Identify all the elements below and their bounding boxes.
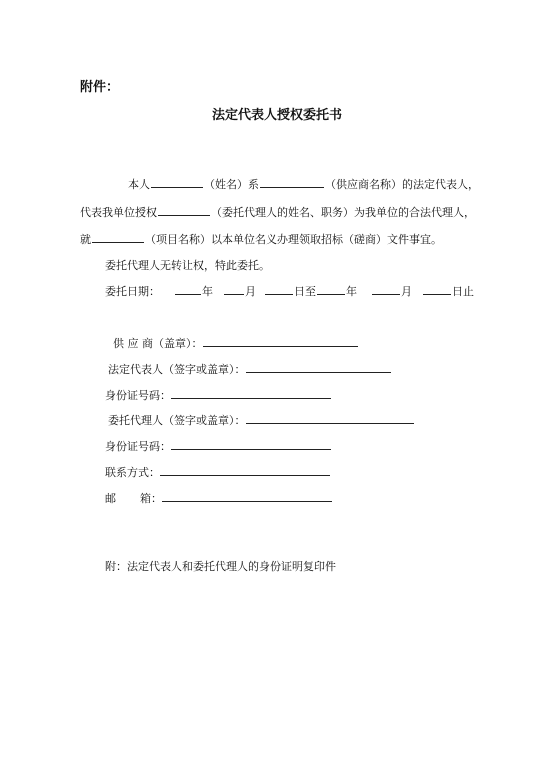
page-title: 法定代表人授权委托书 (211, 108, 342, 123)
legal-rep-field: 法定代表人（签字或盖章）： (108, 361, 391, 377)
project-name-blank[interactable] (92, 231, 144, 243)
agent-signature-line[interactable] (246, 412, 414, 424)
end-day-blank[interactable] (423, 283, 451, 295)
id-number-field-1: 身份证号码： (105, 387, 331, 403)
contact-line[interactable] (160, 464, 330, 476)
legal-rep-signature-line[interactable] (246, 361, 391, 373)
agent-name-title-blank[interactable] (158, 204, 210, 216)
attachment-label: 附件： (80, 80, 120, 95)
email-field: 邮 箱： (105, 490, 332, 506)
start-month-blank[interactable] (224, 283, 244, 295)
agent-id-line[interactable] (171, 438, 331, 450)
agent-field: 委托代理人（签字或盖章）： (108, 412, 414, 428)
start-year-blank[interactable] (175, 283, 201, 295)
supplier-seal-line[interactable] (203, 335, 358, 347)
attachment-footnote: 附：法定代表人和委托代理人的身份证明复印件 (105, 560, 336, 573)
contact-field: 联系方式： (105, 464, 330, 480)
email-line[interactable] (162, 490, 332, 502)
date-line: 委托日期： 年 月 日至 年 月 日止 (105, 285, 474, 298)
para-line-2: 代表我单位授权 （委托代理人的姓名、职务）为我单位的合法代理人， (80, 206, 475, 219)
end-month-blank[interactable] (372, 283, 400, 295)
no-transfer-statement: 委托代理人无转让权，特此委托。 (105, 259, 270, 272)
end-year-blank[interactable] (317, 283, 345, 295)
supplier-field: 供 应 商（盖章）： (113, 335, 358, 351)
para-line-1: 本人 （姓名）系 （供应商名称）的法定代表人， (128, 178, 479, 191)
start-day-blank[interactable] (265, 283, 293, 295)
name-blank[interactable] (151, 176, 203, 188)
para-line-3: 就 （项目名称）以本单位名义办理领取招标（磋商）文件事宜。 (80, 233, 442, 246)
supplier-name-blank[interactable] (260, 176, 324, 188)
id-number-field-2: 身份证号码： (105, 438, 331, 454)
legal-rep-id-line[interactable] (171, 387, 331, 399)
